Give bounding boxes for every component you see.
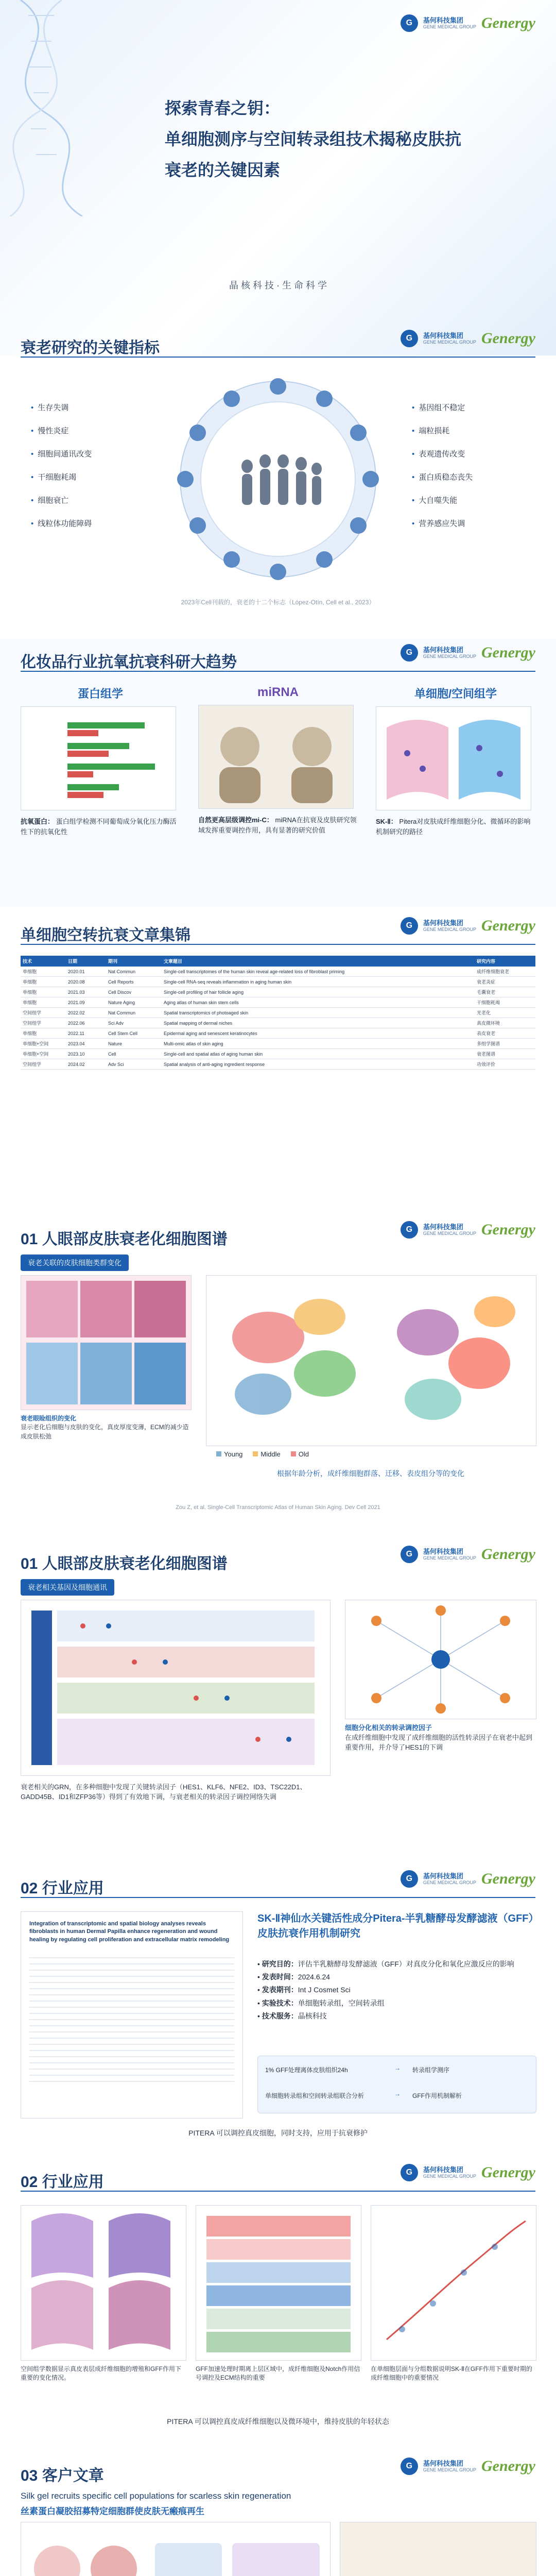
workflow-step: 1% GFF处理离体皮肤组织24h	[265, 2066, 348, 2074]
arrow-right-icon: →	[394, 2064, 401, 2072]
table-cell: 空间组学	[21, 1059, 66, 1070]
cover-title-line2: 单细胞测序与空间转录组技术揭秘皮肤抗	[165, 130, 462, 148]
table-cell: 功效评价	[475, 1059, 535, 1070]
trend-card-proteomics	[21, 685, 180, 837]
trend-card-label: 抗氧蛋白：	[21, 818, 55, 825]
brand-name-cn: 基何科技集团	[423, 646, 463, 654]
eyelid-caption	[21, 1414, 190, 1441]
genergy-logo: Genergy	[481, 917, 535, 934]
table-cell: Nature	[106, 1039, 162, 1049]
brand-name-cn: 基何科技集团	[423, 2165, 463, 2174]
table-row	[21, 1028, 535, 1039]
brand-name-en: GENE MEDICAL GROUP	[423, 927, 477, 933]
table-cell: Nature Aging	[106, 997, 162, 1008]
brand-mark-icon: G	[401, 14, 418, 32]
genergy-logo: Genergy	[481, 2164, 535, 2181]
brand-name-en: GENE MEDICAL GROUP	[423, 1555, 477, 1561]
article-table	[21, 956, 535, 1070]
atlas-bottom-caption: 根据年龄分析，成纤维细胞群落、迁移、表皮组分等的变化	[277, 1469, 464, 1478]
table-cell: 2023.04	[66, 1039, 106, 1049]
caption-trajectory: 在单细胞层面与分组数据说明SK-Ⅱ在GFF作用下重要时期的成纤维细胞中的重要情况	[371, 2365, 532, 2382]
genergy-logo: Genergy	[481, 1221, 535, 1238]
section-title: 03 客户文章	[21, 2467, 104, 2484]
application-bottom-note: PITERA 可以调控真皮成纤维细胞以及微环境中，维持皮肤的年轻状态	[167, 2417, 389, 2426]
table-header-row	[21, 956, 535, 967]
brand-mark-icon: G	[401, 330, 418, 347]
proteomics-bar-figure	[21, 706, 176, 810]
brand-name-en: GENE MEDICAL GROUP	[423, 340, 477, 345]
table-cell: 2022.06	[66, 1018, 106, 1028]
heatmap-figure	[196, 2205, 361, 2361]
info-label: 技术服务：	[262, 2011, 298, 2020]
caption-heatmap: GFF加速处理时期离上层区域中，成纤维细胞及Notch作用信号调控及ECM结构的重要	[196, 2365, 360, 2382]
silk-gel-figure	[21, 2522, 331, 2576]
table-cell: 多组学图谱	[475, 1039, 535, 1049]
hallmark-item: • 端粒损耗	[412, 425, 449, 436]
brand-name-cn: 基何科技集团	[423, 1872, 463, 1880]
brand-logo	[401, 14, 535, 32]
table-cell: 2020.01	[66, 967, 106, 977]
hallmarks-source: 2023年Cell刊载的，衰老的十二个标志（López-Otín, Cell et al., 2023）	[181, 599, 375, 606]
section-title: 02 行业应用	[21, 1880, 104, 1897]
brand-name-en: GENE MEDICAL GROUP	[423, 24, 477, 30]
portrait-photos	[198, 705, 354, 809]
brand-name-en: GENE MEDICAL GROUP	[423, 1880, 477, 1886]
info-item: • 发表期刊：Int J Cosmet Sci	[257, 1986, 351, 1994]
fibroblast-text	[345, 1723, 535, 1753]
info-value: Int J Cosmet Sci	[298, 1986, 351, 1994]
table-cell: 毛囊衰老	[475, 987, 535, 997]
workflow-step: GFF作用机制解析	[412, 2092, 462, 2099]
caption-label: 细胞分化相关的转录调控因子	[345, 1724, 432, 1732]
brand-name-cn: 基何科技集团	[423, 1223, 463, 1231]
table-row	[21, 1059, 535, 1070]
grn-text: 衰老相关的GRN，在多种细胞中发现了关键转录因子（HES1、KLF6、NFE2、ID3、TSC22D1、GADD45B、ID1和ZFP36等）得到了有效地下调，与衰老相关的转录因子调控网络失调	[21, 1783, 307, 1801]
hallmark-item: • 营养感应失调	[412, 518, 465, 529]
trend-card-label: 自然更高层级调控mi-C：	[198, 816, 273, 824]
table-cell: Cell	[106, 1049, 162, 1059]
trend-card-single-cell	[376, 685, 535, 837]
hallmark-item: • 生存失调	[31, 402, 68, 413]
info-value: 2024.6.24	[298, 1973, 331, 1981]
hallmarks-wheel	[175, 376, 381, 582]
eyelid-histology-figure	[21, 1275, 192, 1410]
table-row	[21, 967, 535, 977]
trend-card-body: miRNA在抗衰及皮肤研究领域发挥重要调控作用，具有显著的研究价值	[198, 816, 357, 834]
table-cell: 表皮衰老	[475, 1028, 535, 1039]
info-item: • 技术服务：晶核科技	[257, 2011, 327, 2020]
table-cell: 2021.09	[66, 997, 106, 1008]
trend-card-mirna	[198, 685, 358, 835]
section-divider	[21, 357, 535, 358]
brand-logo	[401, 330, 535, 347]
hallmark-item: • 蛋白质稳态丧失	[412, 471, 473, 482]
section-eye-skin-atlas	[0, 1216, 556, 1535]
paper-body-lines	[29, 1952, 234, 2086]
table-cell: 空间组学	[21, 1008, 66, 1018]
cover-title	[165, 95, 525, 181]
table-cell: 单细胞	[21, 967, 66, 977]
table-cell: 单细胞+空间	[21, 1039, 66, 1049]
brand-mark-icon: G	[401, 917, 418, 935]
genergy-logo: Genergy	[481, 1546, 535, 1563]
table-cell: Multi-omic atlas of skin aging	[162, 1039, 475, 1049]
table-cell: 单细胞	[21, 977, 66, 987]
info-value: 晶核科技	[298, 2011, 327, 2020]
caption-spatial: 空间组学数据显示真皮表层成纤维细胞的增殖和GFF作用下重要的变化情况。	[21, 2365, 181, 2382]
table-row	[21, 987, 535, 997]
column-header: 期刊	[106, 956, 162, 967]
pitera-info-list	[257, 1958, 535, 2023]
trend-card-text	[376, 817, 535, 837]
trend-card-text	[21, 817, 180, 837]
paper-title-en: Silk gel recruits specific cell populations for scarless skin regeneration	[21, 2491, 291, 2501]
table-cell: 衰老图谱	[475, 1049, 535, 1059]
brand-mark-icon: G	[401, 2458, 418, 2475]
hallmark-item: • 干细胞耗竭	[31, 471, 76, 482]
trend-card-heading: miRNA	[257, 685, 299, 699]
table-row	[21, 1008, 535, 1018]
trend-card-body: Pitera对皮肤成纤维细胞分化、微循环的影响机制研究的路径	[376, 818, 531, 836]
spatial-slices-figure	[21, 2205, 186, 2361]
genergy-logo: Genergy	[481, 330, 535, 347]
brand-mark-icon: G	[401, 1870, 418, 1888]
legend-item	[291, 1450, 309, 1458]
table-cell: Single-cell profiling of hair follicle aging	[162, 987, 475, 997]
section-article-collection	[0, 912, 556, 1211]
trend-card-body: 蛋白组学检测不同葡萄成分氧化压力酶活性下的抗氧化性	[21, 818, 177, 836]
section-industry-application-1	[0, 1865, 556, 2154]
brand-logo	[401, 1546, 535, 1563]
hallmark-item: • 细胞衰亡	[31, 495, 68, 505]
grn-heatmap-figure	[21, 1600, 331, 1776]
section-divider	[21, 671, 535, 672]
brand-name-en: GENE MEDICAL GROUP	[423, 654, 477, 659]
table-cell: 光老化	[475, 1008, 535, 1018]
brand-logo	[401, 2164, 535, 2181]
section-industry-application-2	[0, 2159, 556, 2447]
info-label: 发表时间：	[262, 1973, 298, 1981]
table-cell: Spatial analysis of anti-aging ingredient response	[162, 1059, 475, 1070]
paper-title-cn: 丝素蛋白凝胶招募特定细胞群使皮肤无瘢痕再生	[21, 2506, 204, 2516]
atlas-citation: Zou Z, et al. Single-Cell Transcriptomic Atlas of Human Skin Aging. Dev Cell 2021	[176, 1504, 380, 1511]
table-cell: 2020.08	[66, 977, 106, 987]
brand-logo	[401, 917, 535, 935]
table-row	[21, 1018, 535, 1028]
table-cell: Spatial mapping of dermal niches	[162, 1018, 475, 1028]
table-row	[21, 1049, 535, 1059]
pitera-headline: SK-Ⅱ神仙水关键活性成分Pitera-半乳糖酵母发酵滤液（GFF）皮肤抗衰作用机制研究	[257, 1913, 534, 1939]
section-title: 02 行业应用	[21, 2174, 104, 2191]
hallmark-item: • 细胞间通讯改变	[31, 448, 92, 459]
table-cell: 空间组学	[21, 1018, 66, 1028]
section-tag: 衰老相关基因及细胞通讯	[21, 1579, 114, 1596]
table-cell: 成纤维细胞衰老	[475, 967, 535, 977]
brand-mark-icon: G	[401, 1546, 418, 1563]
section-customer-article-1	[0, 2452, 556, 2576]
legend-item	[253, 1450, 280, 1458]
arrow-right-icon: →	[394, 2090, 401, 2097]
column-header: 日期	[66, 956, 106, 967]
hallmark-item: • 大自噬失能	[412, 495, 457, 505]
trend-card-heading: 单细胞/空间组学	[414, 687, 497, 700]
trajectory-figure	[371, 2205, 536, 2361]
table-cell: 单细胞	[21, 987, 66, 997]
cover-title-line3: 衰老的关键因素	[165, 161, 281, 179]
caption-body: 在成纤维细胞中发现了成纤维细胞的活性转录因子在衰老中起到重要作用，并介导了HES1的下调	[345, 1733, 533, 1751]
table-cell: 2023.10	[66, 1049, 106, 1059]
paper-cover-thumbnail	[340, 2522, 536, 2576]
column-header: 文章题目	[162, 956, 475, 967]
brand-name-cn: 基何科技集团	[423, 331, 463, 340]
brand-name-cn: 基何科技集团	[423, 2459, 463, 2467]
table-cell: 衰老炎症	[475, 977, 535, 987]
info-label: 发表期刊：	[262, 1986, 298, 1994]
workflow-step: 单细胞转录组和空间转录组联合分析	[265, 2092, 364, 2099]
umap-figure	[206, 1275, 536, 1446]
table-cell: 2022.02	[66, 1008, 106, 1018]
table-cell: Single-cell RNA-seq reveals inflammation in aging human skin	[162, 977, 475, 987]
table-cell: 2024.02	[66, 1059, 106, 1070]
caption-body: 显示老化后细胞与皮肤的变化，真皮厚度变薄，ECM的减少造成皮肤松弛	[21, 1423, 189, 1440]
section-divider	[21, 944, 535, 945]
age-legend	[216, 1450, 309, 1458]
info-label: 研究目的：	[262, 1960, 298, 1968]
cover-section	[0, 0, 556, 355]
info-value: 单细胞转录组，空间转录组	[298, 1998, 385, 2007]
info-item: • 研究目的：评估半乳糖酵母发酵滤液（GFF）对真皮分化和氧化应激反应的影响	[257, 1960, 514, 1968]
table-cell: 真皮微环境	[475, 1018, 535, 1028]
hallmark-item: • 慢性炎症	[31, 425, 68, 436]
table-cell: Spatial transcriptomics of photoaged skin	[162, 1008, 475, 1018]
table-cell: Aging atlas of human skin stem cells	[162, 997, 475, 1008]
hallmark-item: • 表观遗传改变	[412, 448, 465, 459]
genergy-logo: Genergy	[481, 1870, 535, 1887]
table-cell: Cell Reports	[106, 977, 162, 987]
genergy-logo: Genergy	[481, 14, 535, 31]
table-cell: Nat Commun	[106, 1008, 162, 1018]
paper-title: Integration of transcriptomic and spatial biology analyses reveals fibroblasts in human Dermal Papilla enhance regeneration and wound healing by regulating cell proliferation and extracellular matrix remodeling	[29, 1921, 230, 1943]
section-divider	[21, 1897, 535, 1898]
info-label: 实验技术：	[262, 1998, 298, 2007]
section-title: 单细胞空转抗衰文章集锦	[21, 927, 190, 944]
brand-mark-icon: G	[401, 644, 418, 662]
column-header: 技术	[21, 956, 66, 967]
paper-thumbnail	[21, 1911, 243, 2119]
brand-logo	[401, 2458, 535, 2475]
table-cell: Adv Sci	[106, 1059, 162, 1070]
section-title: 01 人眼部皮肤衰老化细胞图谱	[21, 1231, 228, 1248]
info-item: • 实验技术：单细胞转录组，空间转录组	[257, 1998, 385, 2007]
table-row	[21, 1039, 535, 1049]
hallmark-item: • 基因组不稳定	[412, 402, 465, 413]
section-title: 衰老研究的关键指标	[21, 340, 160, 357]
brand-logo	[401, 1870, 535, 1888]
cover-author: 晶 核 科 技 · 生 命 科 学	[229, 280, 327, 291]
trend-card-heading: 蛋白组学	[77, 687, 123, 700]
spatial-slice-figure	[376, 706, 531, 810]
table-cell: Nat Commun	[106, 967, 162, 977]
dna-decoration	[0, 0, 154, 216]
legend-label: Old	[298, 1450, 309, 1458]
brand-name-cn: 基何科技集团	[423, 1547, 463, 1555]
workflow-step: 转录组学测序	[412, 2066, 450, 2074]
brand-name-en: GENE MEDICAL GROUP	[423, 1231, 477, 1236]
legend-label: Young	[224, 1450, 243, 1458]
table-row	[21, 997, 535, 1008]
genergy-logo: Genergy	[481, 2458, 535, 2475]
trend-card-text	[198, 815, 358, 835]
hallmark-item: • 线粒体功能障碍	[31, 518, 92, 529]
table-cell: Single-cell transcriptomes of the human skin reveal age-related loss of fibroblast priming	[162, 967, 475, 977]
table-cell: 2022.11	[66, 1028, 106, 1039]
caption-label: 衰老眼睑组织的变化	[21, 1415, 77, 1422]
table-cell: 单细胞+空间	[21, 1049, 66, 1059]
section-tag: 衰老关联的皮肤细胞类群变化	[21, 1255, 129, 1271]
brand-mark-icon: G	[401, 1221, 418, 1239]
info-item: • 发表时间：2024.6.24	[257, 1973, 331, 1981]
legend-item	[216, 1450, 242, 1458]
table-cell: Cell Discov	[106, 987, 162, 997]
table-cell: Single-cell and spatial atlas of aging human skin	[162, 1049, 475, 1059]
brand-name-cn: 基何科技集团	[423, 919, 463, 927]
brand-mark-icon: G	[401, 2164, 418, 2181]
trend-card-label: SK-Ⅱ：	[376, 818, 397, 825]
cover-title-line1: 探索青春之钥：	[165, 99, 281, 117]
table-cell: Sci Adv	[106, 1018, 162, 1028]
section-industry-trends	[0, 639, 556, 907]
section-aging-hallmarks	[0, 325, 556, 634]
table-cell: Epidermal aging and senescent keratinocytes	[162, 1028, 475, 1039]
brand-logo	[401, 1221, 535, 1239]
genergy-logo: Genergy	[481, 644, 535, 661]
table-row	[21, 977, 535, 987]
section-title: 化妆品行业抗氧抗衰科研大趋势	[21, 654, 237, 671]
pitera-bottom-note: PITERA 可以调控真皮细胞，同时支持，应用于抗衰修护	[188, 2129, 368, 2137]
table-cell: 单细胞	[21, 1028, 66, 1039]
brand-name-cn: 基何科技集团	[423, 16, 463, 24]
legend-label: Middle	[260, 1450, 281, 1458]
table-cell: Cell Stem Cell	[106, 1028, 162, 1039]
article-table-grid	[21, 956, 535, 1070]
section-title: 01 人眼部皮肤衰老化细胞图谱	[21, 1555, 228, 1572]
column-header: 研究内容	[475, 956, 535, 967]
workflow-box	[257, 2056, 536, 2113]
table-cell: 单细胞	[21, 997, 66, 1008]
section-divider	[21, 2191, 535, 2192]
fibroblast-network-figure	[345, 1600, 536, 1719]
brand-name-en: GENE MEDICAL GROUP	[423, 2467, 477, 2473]
table-cell: 干细胞耗竭	[475, 997, 535, 1008]
table-cell: 2021.03	[66, 987, 106, 997]
brand-logo	[401, 644, 535, 662]
info-value: 评估半乳糖酵母发酵滤液（GFF）对真皮分化和氧化应激反应的影响	[298, 1960, 514, 1968]
brand-name-en: GENE MEDICAL GROUP	[423, 2174, 477, 2179]
section-eye-skin-grn	[0, 1540, 556, 1860]
